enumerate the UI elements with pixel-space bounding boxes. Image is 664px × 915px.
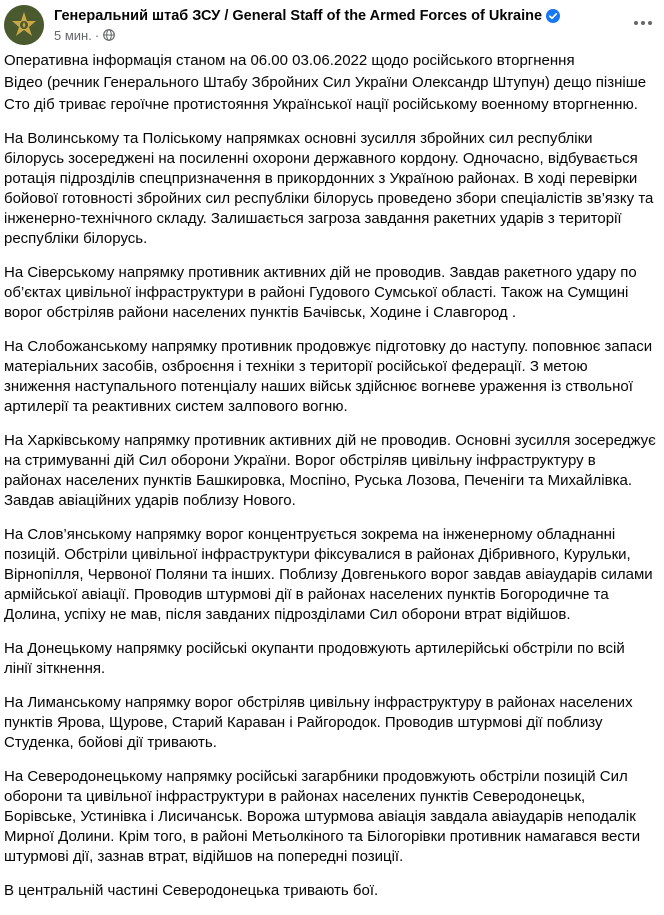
post-meta bbox=[54, 27, 115, 43]
post-header bbox=[0, 0, 664, 48]
more-options-button[interactable] bbox=[628, 8, 658, 38]
armed-forces-emblem-icon bbox=[4, 5, 44, 45]
post-paragraph: На Донецькому напрямку російські окупанти продовжують артилерійські обстріли по всій лінії зіткнення. bbox=[4, 640, 625, 677]
post-paragraph: На Северодонецькому напрямку російські загарбники продовжують обстріли позицій Сил оборони та цивільної інфраструктури в районах населених пунктів Северодонецьк, Борівське, Устинівка і Лисичанськ. Ворожа штурмова авіація завдала авіаударів неподалік Мирної Долини. Крім того, в районі Метьолкіного та Білогорівки противник намагався вести штурмові дії, зазнав втрат, відійшов на попередні позиції. bbox=[4, 768, 641, 865]
post-paragraph: На Слов’янському напрямку ворог концентрується зокрема на інженерному обладнанні позицій. Обстріли цивільної інфраструктури фіксувалися в районах Дібривного, Курульки, Вірнопілля, Червоної Поляни та інших. Поблизу Довгенького ворог завдав авіаударів силами армійської авіації. Проводив штурмові дії в районах населених пунктів Богородичне та Долина, успіху не мав, після завданих підрозділами Сил оборони втрат відійшов. bbox=[4, 526, 653, 623]
post-paragraph: В центральній частині Северодонецька тривають бої. bbox=[4, 882, 379, 899]
post-paragraph: На Слобожанському напрямку противник продовжує підготовку до наступу. поповнює запаси матеріальних засобів, озброєння і техніки з території російської федерації. З метою зниження наступального потенціалу наших військ здійснює вогневе ураження із ствольної артилерії та реактивних систем залпового вогню. bbox=[4, 338, 653, 415]
more-options-icon bbox=[633, 20, 653, 26]
post-paragraph: На Лиманському напрямку ворог обстріляв цивільну інфраструктуру в районах населених пунктів Ярова, Щурове, Старий Караван і Райгородок. Проводив штурмові дії поблизу Студенка, бойові дії тривають. bbox=[4, 694, 633, 751]
post-timestamp-link[interactable]: 5 мин. bbox=[54, 27, 92, 43]
post-paragraph: Оперативна інформація станом на 06.00 03.06.2022 щодо російського вторгнення bbox=[4, 52, 575, 69]
post-paragraph: На Харківському напрямку противник активних дій не проводив. Основні зусилля зосереджує на стримуванні дій Сил оборони України. Ворог обстріляв цивільну інфраструктуру в районах населених пунктів Башкировка, Моспіно, Руська Лозова, Печеніги та Михайлівка. Завдав авіаційних ударів поблизу Нового. bbox=[4, 432, 656, 509]
author-line bbox=[54, 6, 560, 26]
verified-badge-icon bbox=[546, 9, 560, 23]
post-paragraph: Відео (речник Генерального Штабу Збройних Сил України Олександр Штупун) дещо пізніше bbox=[4, 74, 647, 91]
post-paragraph: Сто діб триває героїчне протистояння Української нації російському военному вторгненню. bbox=[4, 96, 638, 113]
avatar[interactable] bbox=[4, 5, 44, 45]
post-paragraph: На Сіверському напрямку противник активних дій не проводив. Завдав ракетного удару по об’єктах цивільної інфраструктури в районі Гудового Сумської області. Також на Сумщині ворог обстріляв райони населених пунктів Бачівськ, Ходине і Славгород . bbox=[4, 264, 637, 321]
author-name-link[interactable]: Генеральний штаб ЗСУ / General Staff of the Armed Forces of Ukraine bbox=[54, 8, 543, 24]
post-text bbox=[4, 51, 656, 915]
separator-dot: · bbox=[94, 27, 100, 43]
post-paragraph: На Волинському та Поліському напрямках основні зусилля збройних сил республіки білорусь зосереджені на посиленні охорони державного кордону. Одночасно, відбувається ротація підрозділів спецпризначення в прикордонних з Україною районах. В ході перевірки бойової готовності збройних сил республіки білорусь проведено збори спеціалістів зв’язку та інженерно-технічного складу. Залишається загроза завдання ракетних ударів з території республіки білорусь. bbox=[4, 130, 654, 247]
globe-icon[interactable] bbox=[103, 29, 115, 41]
